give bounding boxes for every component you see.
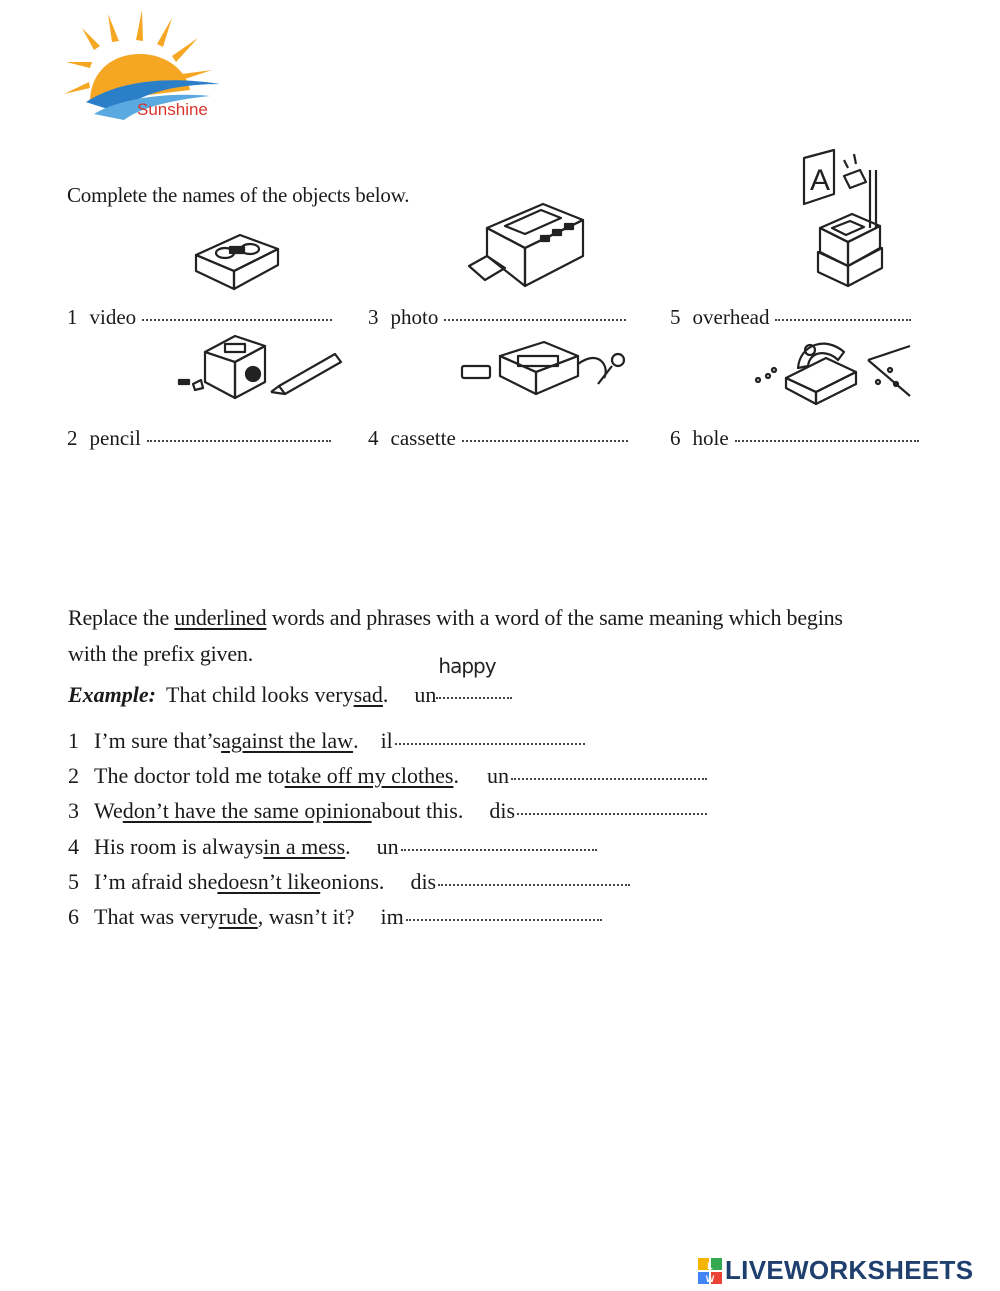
- example-answer: happy: [438, 654, 496, 678]
- answer-blank[interactable]: [511, 778, 707, 780]
- photocopier-icon: [465, 196, 590, 294]
- sentence-text: His room is always: [94, 834, 264, 859]
- item-6: [670, 426, 919, 451]
- example-row: [68, 654, 512, 708]
- answer-blank[interactable]: [775, 319, 911, 321]
- answer-blank[interactable]: [444, 319, 626, 321]
- sentence-number: 4: [68, 834, 79, 859]
- item-2: [67, 426, 331, 451]
- sentence-underlined: doesn’t like: [217, 869, 321, 894]
- sentence-text: , wasn’t it?: [257, 904, 355, 929]
- item-1: [67, 305, 332, 330]
- prefix: un: [414, 682, 437, 707]
- cassette-recorder-icon: [460, 338, 630, 400]
- sentence-2: [68, 763, 707, 789]
- brand-text: LIVEWORKSHEETS: [725, 1255, 974, 1285]
- sentence-3: [68, 798, 707, 824]
- overhead-projector-icon: [800, 148, 890, 288]
- logo-letter: L: [707, 1260, 713, 1271]
- prefix: im: [380, 904, 404, 929]
- sentence-6: [68, 904, 602, 930]
- answer-blank[interactable]: [147, 440, 331, 442]
- section2-instruction: [68, 600, 968, 672]
- hole-punch-icon: [750, 330, 912, 410]
- instr-line2: with the prefix given.: [68, 641, 253, 666]
- liveworksheets-logo-icon: [698, 1258, 722, 1284]
- answer-blank[interactable]: [735, 440, 919, 442]
- sentence-text: .: [353, 728, 359, 753]
- sentence-text: That was very: [94, 904, 219, 929]
- sentence-number: 6: [68, 904, 79, 929]
- answer-blank[interactable]: [401, 849, 597, 851]
- item-number: 5: [670, 305, 681, 329]
- sentence-text: .: [453, 763, 459, 788]
- logo-text: Sunshine: [137, 100, 208, 119]
- sentence-text: We: [94, 798, 123, 823]
- answer-blank[interactable]: [462, 440, 628, 442]
- sentence-underlined: sad: [353, 682, 383, 707]
- sentence-text: I’m afraid she: [94, 869, 218, 894]
- sentence-underlined: against the law: [221, 728, 354, 753]
- pencil-sharpener-icon: [175, 330, 345, 405]
- item-3: [368, 305, 626, 330]
- example-label: Example:: [68, 682, 156, 707]
- svg-text:A: A: [810, 164, 831, 197]
- instr-text: words and phrases with a word of the same meaning which begins: [266, 605, 843, 630]
- sentence-text: .: [382, 682, 389, 707]
- sentence-5: [68, 869, 630, 895]
- answer-blank[interactable]: [142, 319, 332, 321]
- item-word: video: [89, 305, 137, 329]
- answer-blank: [436, 697, 512, 699]
- sentence-number: 1: [68, 728, 79, 753]
- sentence-text: The doctor told me to: [94, 763, 285, 788]
- sentence-4: [68, 834, 597, 860]
- sentence-text: I’m sure that’s: [94, 728, 222, 753]
- sentence-text: .: [345, 834, 351, 859]
- instr-underlined: underlined: [174, 605, 267, 630]
- answer-blank[interactable]: [517, 813, 707, 815]
- answer-blank[interactable]: [406, 919, 602, 921]
- sentence-underlined: don’t have the same opinion: [122, 798, 372, 823]
- item-word: hole: [692, 426, 729, 450]
- prefix: un: [486, 763, 509, 788]
- item-5: [670, 305, 911, 330]
- section1-instruction: Complete the names of the objects below.: [67, 183, 410, 207]
- item-number: 4: [368, 426, 379, 450]
- item-word: cassette: [390, 426, 456, 450]
- sentence-number: 5: [68, 869, 79, 894]
- prefix: dis: [410, 869, 437, 894]
- answer-blank[interactable]: [395, 743, 585, 745]
- answer-blank[interactable]: [438, 884, 630, 886]
- sentence-number: 2: [68, 763, 79, 788]
- sentence-1: [68, 728, 585, 754]
- sentence-underlined: in a mess: [263, 834, 346, 859]
- item-word: overhead: [692, 305, 770, 329]
- prefix: un: [376, 834, 399, 859]
- liveworksheets-brand: [698, 1255, 973, 1286]
- sentence-underlined: take off my clothes: [284, 763, 454, 788]
- prefix: dis: [489, 798, 516, 823]
- item-number: 2: [67, 426, 78, 450]
- video-cassette-icon: [190, 225, 282, 295]
- sentence-text: onions.: [320, 869, 385, 894]
- item-4: [368, 426, 628, 451]
- item-word: photo: [390, 305, 439, 329]
- item-number: 6: [670, 426, 681, 450]
- logo-letter: W: [705, 1273, 715, 1284]
- prefix: il: [380, 728, 393, 753]
- sentence-number: 3: [68, 798, 79, 823]
- item-number: 1: [67, 305, 78, 329]
- item-word: pencil: [89, 426, 141, 450]
- instr-text: Replace the: [68, 605, 175, 630]
- sentence-text: about this.: [371, 798, 464, 823]
- sentence-text: That child looks very: [166, 682, 354, 707]
- sentence-underlined: rude: [218, 904, 258, 929]
- item-number: 3: [368, 305, 379, 329]
